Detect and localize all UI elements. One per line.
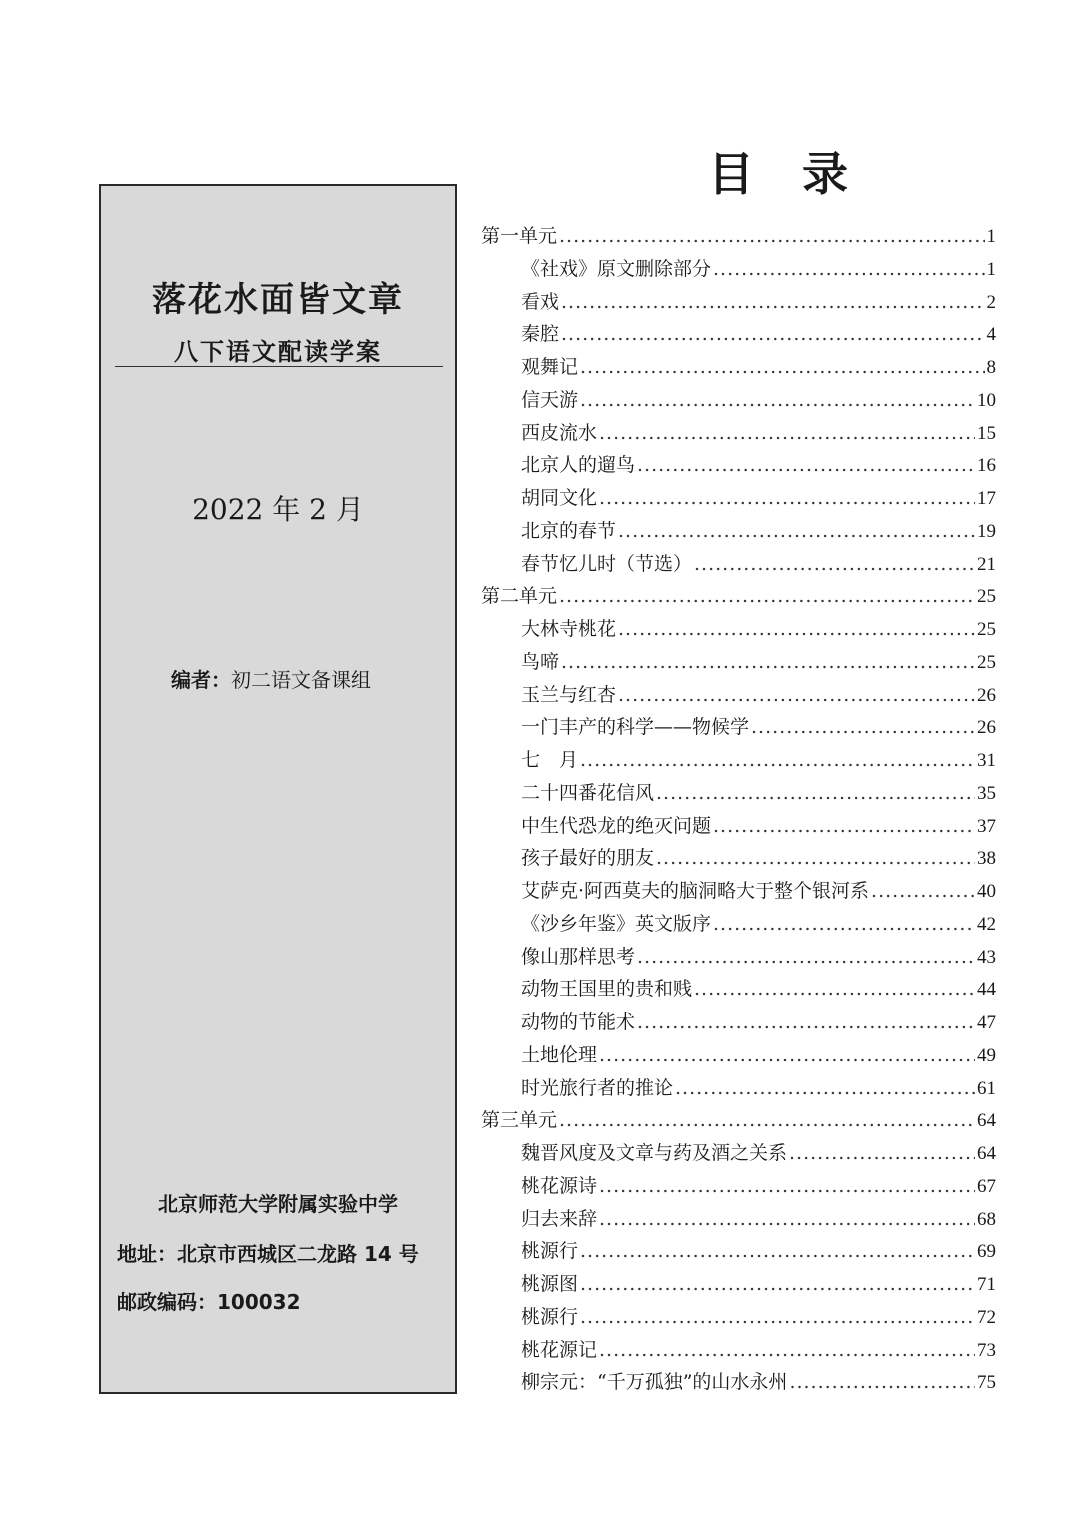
toc-entry xyxy=(481,1203,996,1236)
cover-date: 2022 年 2 月 xyxy=(192,493,364,526)
toc-entry-title: 看戏 xyxy=(521,290,560,313)
toc-entry xyxy=(481,482,996,515)
toc-entry xyxy=(481,1039,996,1072)
cover-postcode: 邮政编码：100032 xyxy=(117,1290,301,1314)
toc-entry-title: 观舞记 xyxy=(521,356,579,378)
toc-entry-title: 第三单元 xyxy=(481,1109,558,1132)
cover-school: 北京师范大学附属实验中学 xyxy=(158,1192,398,1216)
toc-entry-page: 4 xyxy=(986,324,996,346)
toc-entry xyxy=(481,1268,996,1301)
toc-entry-title: 艾萨克·阿西莫夫的脑洞略大于整个银河系 xyxy=(521,880,870,902)
toc-entry xyxy=(481,1137,996,1170)
toc-entry-title: 胡同文化 xyxy=(521,487,598,509)
toc-entry-title: 大林寺桃花 xyxy=(521,618,617,640)
toc-entry xyxy=(481,351,996,384)
toc-entry xyxy=(481,1072,996,1105)
toc-leader-dots xyxy=(694,548,975,581)
toc-entry-page: 69 xyxy=(977,1241,996,1263)
toc-entry-page: 31 xyxy=(977,750,996,771)
toc-entry-title: 柳宗元：“千万孤独”的山水永州 xyxy=(521,1371,788,1394)
cover-subtitle: 八下语文配读学案 xyxy=(174,338,382,366)
toc-entry xyxy=(481,777,996,810)
toc-entry-page: 26 xyxy=(977,684,996,706)
toc-entry xyxy=(481,1170,996,1203)
toc-leader-dots xyxy=(713,253,984,286)
toc-entry-title: 中生代恐龙的绝灭问题 xyxy=(521,814,712,837)
toc-leader-dots xyxy=(580,384,975,417)
toc-entry-page: 21 xyxy=(977,553,996,575)
toc-entry xyxy=(481,908,996,941)
toc-entry-page: 64 xyxy=(977,1143,996,1164)
toc-entry xyxy=(481,613,996,646)
toc-leader-dots xyxy=(580,1235,975,1268)
toc-entry xyxy=(481,449,996,482)
cover-title: 落花水面皆文章 xyxy=(152,280,404,320)
toc-entry xyxy=(481,318,996,351)
toc-entry-page: 25 xyxy=(977,651,996,673)
toc-leader-dots xyxy=(789,1137,975,1170)
toc-entry-page: 72 xyxy=(977,1306,996,1328)
toc-entry-title: 《社戏》原文删除部分 xyxy=(521,257,712,280)
toc-leader-dots xyxy=(751,711,975,744)
toc-leader-dots xyxy=(713,810,975,843)
toc-entry-page: 15 xyxy=(977,422,996,444)
toc-entry-title: 孩子最好的朋友 xyxy=(521,847,655,870)
toc-entry-title: 七 月 xyxy=(521,749,579,771)
editor-value: 初二语文备课组 xyxy=(231,668,371,692)
toc-entry-page: 17 xyxy=(977,488,996,509)
toc-leader-dots xyxy=(559,1104,975,1137)
toc-entry xyxy=(481,973,996,1006)
toc-leader-dots xyxy=(580,744,975,777)
toc-entry-title: 第二单元 xyxy=(481,585,558,608)
toc-entry-title: 信天游 xyxy=(521,388,579,411)
toc-entry-title: 时光旅行者的推论 xyxy=(521,1076,674,1099)
toc-entry-title: 动物王国里的贵和贱 xyxy=(521,978,693,1001)
toc-entry xyxy=(481,941,996,974)
toc-entry xyxy=(481,646,996,679)
toc-leader-dots xyxy=(561,318,984,351)
toc-section xyxy=(481,1104,996,1137)
toc-entry xyxy=(481,384,996,417)
toc-entry-page: 40 xyxy=(977,881,996,902)
toc-entry-title: 桃源图 xyxy=(521,1273,579,1295)
toc-leader-dots xyxy=(599,1203,975,1236)
toc-entry-page: 8 xyxy=(986,357,996,378)
toc-leader-dots xyxy=(637,1006,975,1039)
toc-leader-dots xyxy=(694,973,975,1006)
toc-entry-page: 26 xyxy=(977,717,996,739)
toc-entry xyxy=(481,548,996,581)
toc-entry-page: 49 xyxy=(977,1044,996,1066)
toc-entry-page: 44 xyxy=(977,979,996,1001)
toc-entry xyxy=(481,679,996,712)
toc-entry-page: 25 xyxy=(977,586,996,608)
toc-entry xyxy=(481,711,996,744)
toc-entry-page: 75 xyxy=(977,1372,996,1394)
toc-leader-dots xyxy=(656,777,975,810)
toc-entry xyxy=(481,1301,996,1334)
toc-entry-page: 43 xyxy=(977,946,996,968)
toc-entry-title: 鸟啼 xyxy=(521,650,560,673)
toc-leader-dots xyxy=(580,1268,975,1301)
toc-entry-title: 桃花源诗 xyxy=(521,1174,598,1197)
toc-entry-title: 桃花源记 xyxy=(521,1338,598,1361)
toc-entry xyxy=(481,744,996,777)
toc-entry xyxy=(481,1366,996,1399)
editor-label: 编者： xyxy=(171,668,231,692)
toc-entry-title: 《沙乡年鉴》英文版序 xyxy=(521,912,712,935)
toc-leader-dots xyxy=(789,1366,975,1399)
toc-leader-dots xyxy=(561,286,984,319)
toc-entry-title: 西皮流水 xyxy=(521,421,598,444)
toc-entry-page: 37 xyxy=(977,815,996,837)
toc-leader-dots xyxy=(599,1334,975,1367)
toc-entry xyxy=(481,875,996,908)
toc-leader-dots xyxy=(599,1170,975,1203)
toc-heading: 目录 xyxy=(708,147,896,201)
cover-address: 地址：北京市西城区二龙路 14 号 xyxy=(117,1242,419,1266)
toc-entry-title: 动物的节能术 xyxy=(521,1011,636,1033)
toc-section xyxy=(481,220,996,253)
toc-entry-page: 25 xyxy=(977,619,996,640)
toc-section xyxy=(481,580,996,613)
toc-entry-title: 北京人的遛鸟 xyxy=(521,454,636,477)
toc-entry-page: 67 xyxy=(977,1175,996,1197)
cover-divider xyxy=(115,366,443,367)
toc-entry xyxy=(481,253,996,286)
toc-entry-page: 61 xyxy=(977,1077,996,1099)
toc-leader-dots xyxy=(637,941,975,974)
toc-entry-page: 47 xyxy=(977,1012,996,1033)
toc-entry-page: 1 xyxy=(986,226,996,247)
toc-entry-page: 68 xyxy=(977,1208,996,1230)
toc-entry-page: 10 xyxy=(977,389,996,411)
toc-entry-title: 二十四番花信风 xyxy=(521,781,655,804)
toc-entry xyxy=(481,286,996,319)
toc-entry-page: 1 xyxy=(986,258,996,280)
toc-entry-page: 38 xyxy=(977,848,996,870)
toc-entry-page: 2 xyxy=(986,291,996,313)
toc-leader-dots xyxy=(599,482,975,515)
cover-editor xyxy=(171,664,371,693)
toc-entry-title: 土地伦理 xyxy=(521,1043,598,1066)
toc-leader-dots xyxy=(656,842,975,875)
toc-entry-title: 北京的春节 xyxy=(521,519,617,542)
toc-entry xyxy=(481,417,996,450)
toc-entry xyxy=(481,842,996,875)
toc-entry xyxy=(481,1006,996,1039)
toc-leader-dots xyxy=(559,220,984,253)
toc-leader-dots xyxy=(580,1301,975,1334)
toc-leader-dots xyxy=(675,1072,975,1105)
toc-entry-title: 春节忆儿时（节选） xyxy=(521,552,693,575)
toc-leader-dots xyxy=(559,580,975,613)
toc-leader-dots xyxy=(637,449,975,482)
toc-leader-dots xyxy=(599,1039,975,1072)
toc-leader-dots xyxy=(871,875,975,908)
cover-panel xyxy=(99,184,457,1394)
toc-leader-dots xyxy=(618,515,975,548)
toc-entry-page: 16 xyxy=(977,455,996,477)
toc-entry-title: 秦腔 xyxy=(521,323,560,346)
toc-entry xyxy=(481,1334,996,1367)
toc-entry xyxy=(481,515,996,548)
toc-leader-dots xyxy=(561,646,975,679)
toc-leader-dots xyxy=(580,351,984,384)
toc-leader-dots xyxy=(713,908,975,941)
toc-entry-page: 73 xyxy=(977,1339,996,1361)
toc-leader-dots xyxy=(618,613,975,646)
toc-entry-title: 魏晋风度及文章与药及酒之关系 xyxy=(521,1142,788,1164)
toc-entry-page: 71 xyxy=(977,1274,996,1295)
toc-leader-dots xyxy=(599,417,975,450)
toc-entry xyxy=(481,1235,996,1268)
toc-entry-title: 桃源行 xyxy=(521,1305,579,1328)
toc-entry-title: 一门丰产的科学——物候学 xyxy=(521,716,750,739)
toc-entry-page: 35 xyxy=(977,782,996,804)
toc-entry-title: 归去来辞 xyxy=(521,1207,598,1230)
toc-entry xyxy=(481,810,996,843)
toc-entry-title: 桃源行 xyxy=(521,1240,579,1263)
toc-entry-title: 像山那样思考 xyxy=(521,945,636,968)
toc-entry-title: 第一单元 xyxy=(481,225,558,247)
table-of-contents xyxy=(481,220,996,1399)
toc-leader-dots xyxy=(618,679,975,712)
toc-entry-page: 64 xyxy=(977,1110,996,1132)
toc-entry-page: 42 xyxy=(977,913,996,935)
toc-entry-page: 19 xyxy=(977,520,996,542)
toc-entry-title: 玉兰与红杏 xyxy=(521,683,617,706)
